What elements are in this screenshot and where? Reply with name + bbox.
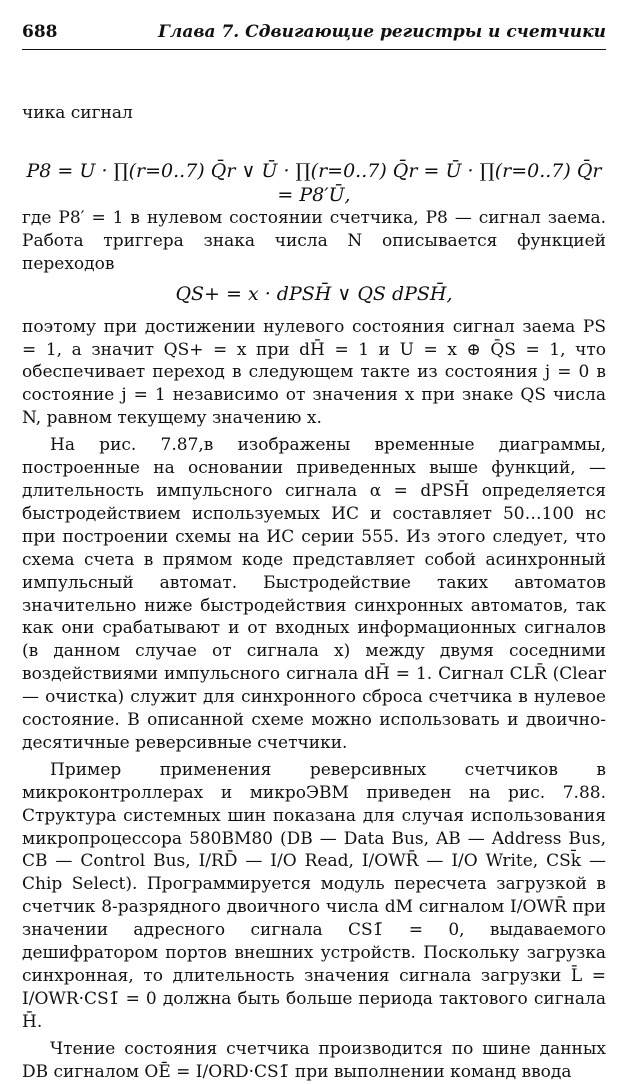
running-header: [22, 22, 606, 50]
equation-p8-text: P8 = U · ∏(r=0..7) Q̄r ∨ Ū · ∏(r=0..7) Q̄r = Ū · ∏(r=0..7) Q̄r = P8′Ū,: [26, 159, 602, 206]
page-body: [22, 102, 606, 1084]
page-number: 688: [22, 22, 58, 42]
chapter-title: Глава 7. Сдвигающие регистры и счетчики: [158, 22, 606, 42]
equation-qs: QS+ = x · dPSH̄ ∨ QS dPSH̄,: [175, 282, 453, 305]
paragraph-6: Пример применения реверсивных счетчиков в микроконтроллерах и микроЭВМ приведен на рис. 7.88. Структура системных шин показана для случая использования микропроцессора 580ВМ80 (DB — Data Bus, AB — Address Bus, CB — Control Bus, I/RD̄ — I/O Read, I/OWR̄ — I/O Write, CSk̄ — Chip Select). Программируется модуль пересчета загрузкой в счетчик 8-разрядного двоичного числа dM сигналом I/OWR̄ при значении адресного сигнала CS1̄ = 0, выдаваемого дешифратором портов внешних устройств. Поскольку загрузка синхронная, то длительность значения сигнала загрузки L̄ = I/OWR·CS1̄ = 0 должна быть больше периода тактового сигнала H̄.: [22, 759, 606, 1032]
paragraph-2: где P8′ = 1 в нулевом состоянии счетчика, P8 — сигнал заема. Работа триггера знака числа N описывается функцией переходов: [22, 207, 606, 274]
page: [22, 22, 606, 1082]
paragraph-7: Чтение состояния счетчика производится по шине данных DB сигналом OĒ = I/ORD·CS1̄ при выполнении команд ввода: [22, 1038, 606, 1082]
paragraph-4: поэтому при достижении нулевого состояния сигнал заема PS = 1, а значит QS+ = x при dH̄ = 1 и U = x ⊕ Q̄S = 1, что обеспечивает переход в следующем такте из состояния j = 0 в состояние j = 1 независимо от значения x при знаке QS числа N, равном текущему значению x.: [22, 316, 606, 429]
equation-p8: [22, 139, 606, 206]
paragraph-5: На рис. 7.87,в изображены временные диаграммы, построенные на основании приведенных выше функций, — длительность импульсного сигнала α = dPSH̄ определяется быстродействием используемых ИС и составляет 50…100 нс при построении схемы на ИС серии 555. Из этого следует, что схема счета в прямом коде представляет собой асинхронный импульсный автомат. Быстродействие таких автоматов значительно ниже быстродействия синхронных автоматов, так как они срабатывают и от входных информационных сигналов (в данном случае от сигнала x) между двумя соседними воздействиями импульсного сигнала dH̄ = 1. Сигнал CLR̄ (Clear — очистка) служит для синхронного сброса счетчика в нулевое состояние. В описанной схеме можно использовать и двоично-десятичные реверсивные счетчики.: [22, 435, 606, 753]
paragraph-0: чика сигнал: [22, 103, 133, 123]
